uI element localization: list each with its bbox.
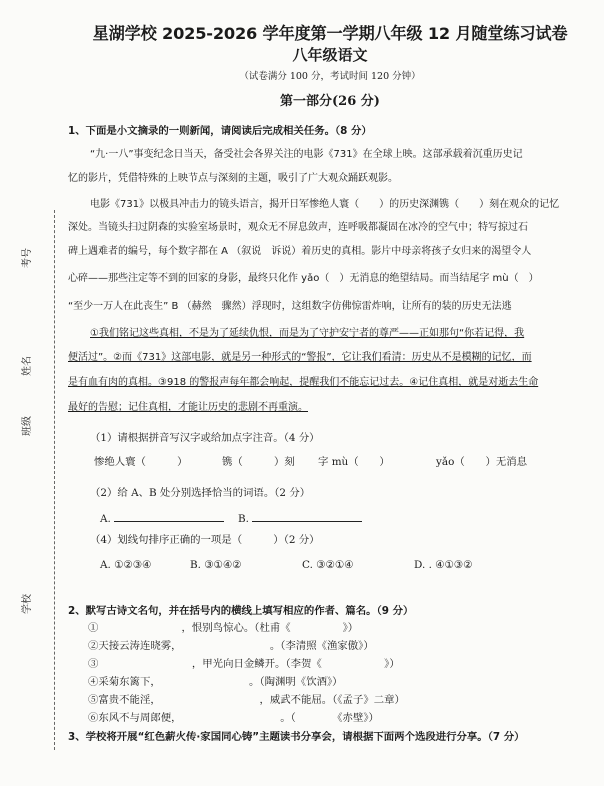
binding-line [54, 210, 55, 750]
q1-p2e: “至少一万人在此丧生” B （赫然 骤然）浮现时，这组数字仿佛惊雷炸响，让所有的装的历史无法逃 [68, 301, 512, 312]
q1-sub1-item-3: 字 mù（ ） [318, 456, 390, 468]
q1-sub4: （4）划线句排序正确的一项是（ ）（2 分） [90, 534, 320, 546]
side-name: 姓名 [22, 356, 33, 376]
exam-subtitle: 八年级语文 [292, 46, 368, 64]
q1-p3b: 便活过”。②而《731》这部电影，就是另一种形式的“警报”，它让我们看清：历史从不是模糊的记忆，而 [68, 352, 532, 363]
q1-sub2-a-label: A. [100, 513, 111, 525]
q2-item-1[interactable]: ① ，恨别鸟惊心。（杜甫《 》） [88, 622, 359, 634]
exam-meta: （试卷满分 100 分，考试时间 120 分钟） [239, 71, 421, 82]
q1-p1b: 忆的影片，凭借特殊的上映节点与深刻的主题，吸引了广大观众踊跃观影。 [68, 173, 398, 184]
q1-sub4-option-d[interactable]: D. . ④①③② [414, 559, 473, 571]
q1-p3c: 是有血有肉的真相。③918 的警报声每年都会响起，提醒我们不能忘记过去。④记住真相，就是对逝去生命 [68, 377, 539, 388]
q1-sub1-item-4: yǎo（ ）无消息 [436, 456, 528, 468]
side-exam-no: 考号 [22, 248, 33, 268]
q1-sub4-option-b[interactable]: B. ③①④② [190, 559, 242, 571]
q1-sub2-a [100, 511, 224, 526]
q1-p2d: 心碎——那些注定等不到的回家的身影，最终只化作 yǎo（ ）无消息的绝望结局。而当结尾字 mù（ ） [68, 273, 539, 284]
q2-item-4[interactable]: ④采菊东篱下， 。（陶渊明《饮酒》） [88, 676, 343, 688]
part-heading: 第一部分(26 分) [280, 94, 380, 109]
q1-sub2: （2）给 A、B 处分别选择恰当的词语。（2 分） [90, 487, 311, 499]
q1-sub4-option-c[interactable]: C. ③②①④ [302, 559, 354, 571]
q2-item-6[interactable]: ⑥东风不与周郎便， 。（ 《赤壁》） [88, 712, 379, 724]
q3-heading: 3、学校将开展“红色薪火传·家国同心铸”主题读书分享会，请根据下面两个选段进行分享。（7 分） [68, 731, 525, 743]
q1-sub2-a-blank[interactable] [114, 511, 224, 522]
q1-sub1: （1）请根据拼音写汉字或给加点字注音。（4 分） [90, 432, 320, 444]
q1-p2b: 深处。当镜头扫过阴森的实验室场景时，观众无不屏息敛声，连呼吸都凝固在冰冷的空气中；特写掠过石 [68, 222, 528, 233]
q1-sub2-b [238, 511, 362, 526]
q1-sub4-option-a[interactable]: A. ①②③④ [100, 559, 152, 571]
side-class: 班级 [22, 416, 33, 436]
q1-heading: 1、下面是小文摘录的一则新闻，请阅读后完成相关任务。（8 分） [68, 125, 372, 137]
exam-title: 星湖学校 2025-2026 学年度第一学期八年级 12 月随堂练习试卷 [92, 24, 568, 43]
side-school: 学校 [22, 594, 33, 614]
q2-item-5[interactable]: ⑤富贵不能淫， ，威武不能屈。（《孟子》二章） [88, 694, 405, 706]
q1-p1a: “九·一八”事变纪念日当天，备受社会各界关注的电影《731》在全球上映。这部承载着沉重历史记 [90, 149, 523, 160]
q1-sub1-item-1: 惨绝人寰（ ） [94, 456, 188, 468]
q1-p3d: 最好的告慰；记住真相，才能让历史的悲剧不再重演。 [68, 402, 308, 413]
q1-p2c: 碑上遇难者的编号，每个数字都在 A （叙说 诉说）着历史的真相。影片中母亲将孩子女归来的渴望令人 [68, 246, 532, 257]
q1-sub1-item-2: 镌（ ）刻 [222, 456, 295, 468]
q2-heading: 2、默写古诗文名句，并在括号内的横线上填写相应的作者、篇名。（9 分） [68, 605, 414, 617]
q1-p2a: 电影《731》以极具冲击力的镜头语言，揭开日军惨绝人寰（ ）的历史深渊镌（ ）刻在观众的记忆 [90, 199, 560, 210]
q2-item-2[interactable]: ②天接云涛连晓雾， 。（李清照《渔家傲》） [88, 640, 374, 652]
q1-sub2-b-label: B. [238, 513, 249, 525]
q2-item-3[interactable]: ③ ，甲光向日金鳞开。（李贺《 》） [88, 658, 400, 670]
q1-p3a: ①我们铭记这些真相，不是为了延续仇恨，而是为了守护安宁者的尊严——正如那句“你若记得，我 [90, 328, 525, 339]
q1-sub2-b-blank[interactable] [252, 511, 362, 522]
